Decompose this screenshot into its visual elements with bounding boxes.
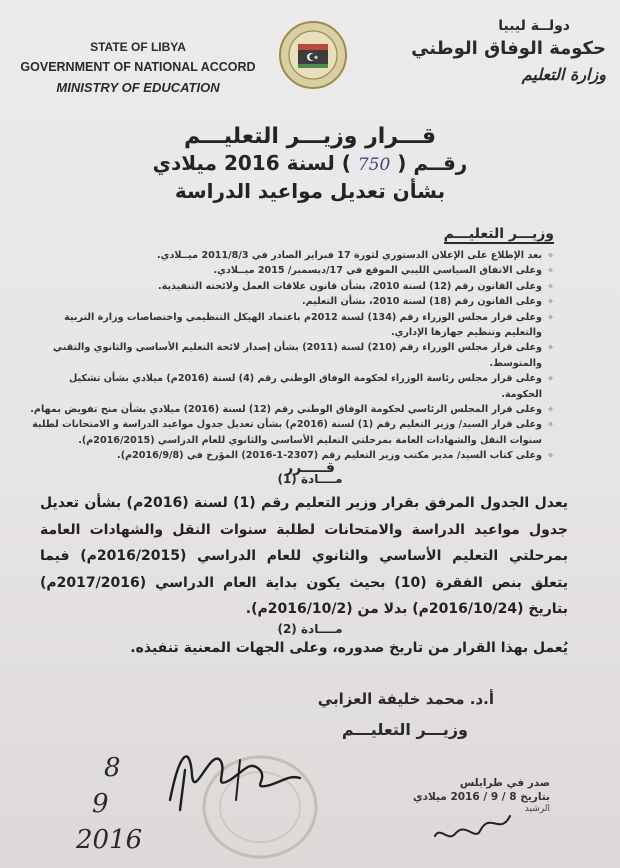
state-name-ar: دولــة ليبيا: [498, 18, 570, 34]
title-line-3: بشأن تعديل مواعيد الدراسة: [174, 179, 446, 203]
reference-item: ✧ وعلى القانون رقم (18) لسنة 2010، بشأن التعليم.: [28, 294, 554, 309]
handwritten-initials: [430, 806, 520, 846]
issue-place: صدر في طرابلس: [459, 777, 550, 789]
article-1-heading: مــــادة (1): [277, 472, 343, 486]
references-list: [28, 248, 554, 464]
decision-number-prefix: رقــم (: [397, 151, 468, 175]
reference-item: ✧ وعلى الاتفاق السياسي الليبي الموقع في 17/ديسمبر/ 2015 ميــلادي.: [28, 263, 554, 278]
reference-item: ✧ وعلى قرار المجلس الرئاسي لحكومة الوفاق الوطني رقم (12) لسنة (2016) ميلادي بشأن منح تفويض بمهام.: [28, 402, 554, 417]
decided-heading: قـــــرر: [285, 460, 335, 476]
issue-date: بتاريخ 8 / 9 / 2016 ميلادي: [413, 791, 550, 803]
article-2-text: يُعمل بهذا القرار من تاريخ صدوره، وعلى الجهات المعنية تنفيذه.: [130, 640, 568, 656]
reference-item: ✧ وعلى القانون رقم (12) لسنة 2010، بشأن قانون علاقات العمل ولائحته التنفيذية.: [28, 279, 554, 294]
reference-item: ✧ وعلى كتاب السيد/ مدير مكتب وزير التعليم رقم (2307-1-2016) المؤرخ في (2016/9/8م).: [28, 448, 554, 463]
reference-item: ✧ بعد الإطلاع على الإعلان الدستوري لثورة 17 فبراير الصادر في 2011/8/3 ميــلادي.: [28, 248, 554, 263]
article-1-text: يعدل الجدول المرفق بقرار وزير التعليم رقم (1) لسنة (2016م) بشأن تعديل جدول مواعيد الدراسة والامتحانات لطلبة سنوات النقل والشهادات العامة بمرحلتي التعليم الأساسي والثانوي للعام الدراسي (2016/2015م) فيما يتعلق بنص الفقرة (10) بحيث يكون بداية العام الدراسي (2017/2016م) بتاريخ (2016/10/24م) بدلا من (2016/10/2م).: [40, 495, 568, 617]
filing-label: الرشيد: [524, 804, 550, 814]
article-2-heading: مــــادة (2): [277, 622, 343, 636]
handwritten-year: 2016: [76, 825, 143, 855]
preamble-heading: وزيـــر التعليـــم: [443, 226, 554, 242]
title-line-1: قـــرار وزيـــر التعليـــم: [184, 124, 436, 149]
reference-item: ✧ وعلى قرار السيد/ وزير التعليم رقم (1) لسنة (2016م) بشأن تعديل جدول مواعيد الدراسة و الامتحانات لطلبة سنوات النقل والشهادات العامة بمرحلتي التعليم الأساسي والثانوي للعام الدراسي (2016/2015م).: [28, 417, 554, 448]
signatory-title: وزيـــر التعليـــم: [341, 720, 468, 739]
government-name-en: GOVERNMENT OF NATIONAL ACCORD: [20, 60, 256, 74]
issue-info: [380, 776, 550, 804]
title-line-2: [90, 150, 530, 178]
handwritten-date: [70, 750, 180, 858]
decision-number-handwritten: 750: [357, 155, 391, 175]
decision-number-suffix: ) لسنة 2016 ميلادي: [152, 151, 351, 175]
reference-item: ✧ وعلى قرار مجلس الوزراء رقم (210) لسنة (2011) بشأن إصدار لائحة التعليم الأساسي والثانوي والتقني والمتوسط.: [28, 340, 554, 371]
handwritten-month: 9: [92, 789, 109, 819]
decision-title: [90, 124, 530, 204]
english-letterhead: [18, 40, 258, 101]
reference-item: ✧ وعلى قرار مجلس الوزراء رقم (134) لسنة 2012م باعتماد الهيكل التنظيمي واختصاصات وزارة التربية والتعليم وتنظيم جهازها الإداري.: [28, 310, 554, 341]
handwritten-day: 8: [104, 753, 121, 783]
reference-item: ✧ وعلى قرار مجلس رئاسة الوزراء لحكومة الوفاق الوطني رقم (4) لسنة (2016م) ميلادي بشأن تشكيل الحكومة.: [28, 371, 554, 402]
state-emblem-icon: [278, 20, 348, 90]
state-name-en: STATE OF LIBYA: [90, 40, 186, 54]
arabic-letterhead: [406, 18, 606, 84]
government-name-ar: حكومة الوفاق الوطني: [411, 38, 606, 59]
ministry-name-ar: وزارة التعليم: [521, 65, 606, 84]
ministry-name-en: MINISTRY OF EDUCATION: [56, 80, 220, 95]
signatory-name: أ.د. محمد خليفة العزابي: [317, 690, 494, 708]
